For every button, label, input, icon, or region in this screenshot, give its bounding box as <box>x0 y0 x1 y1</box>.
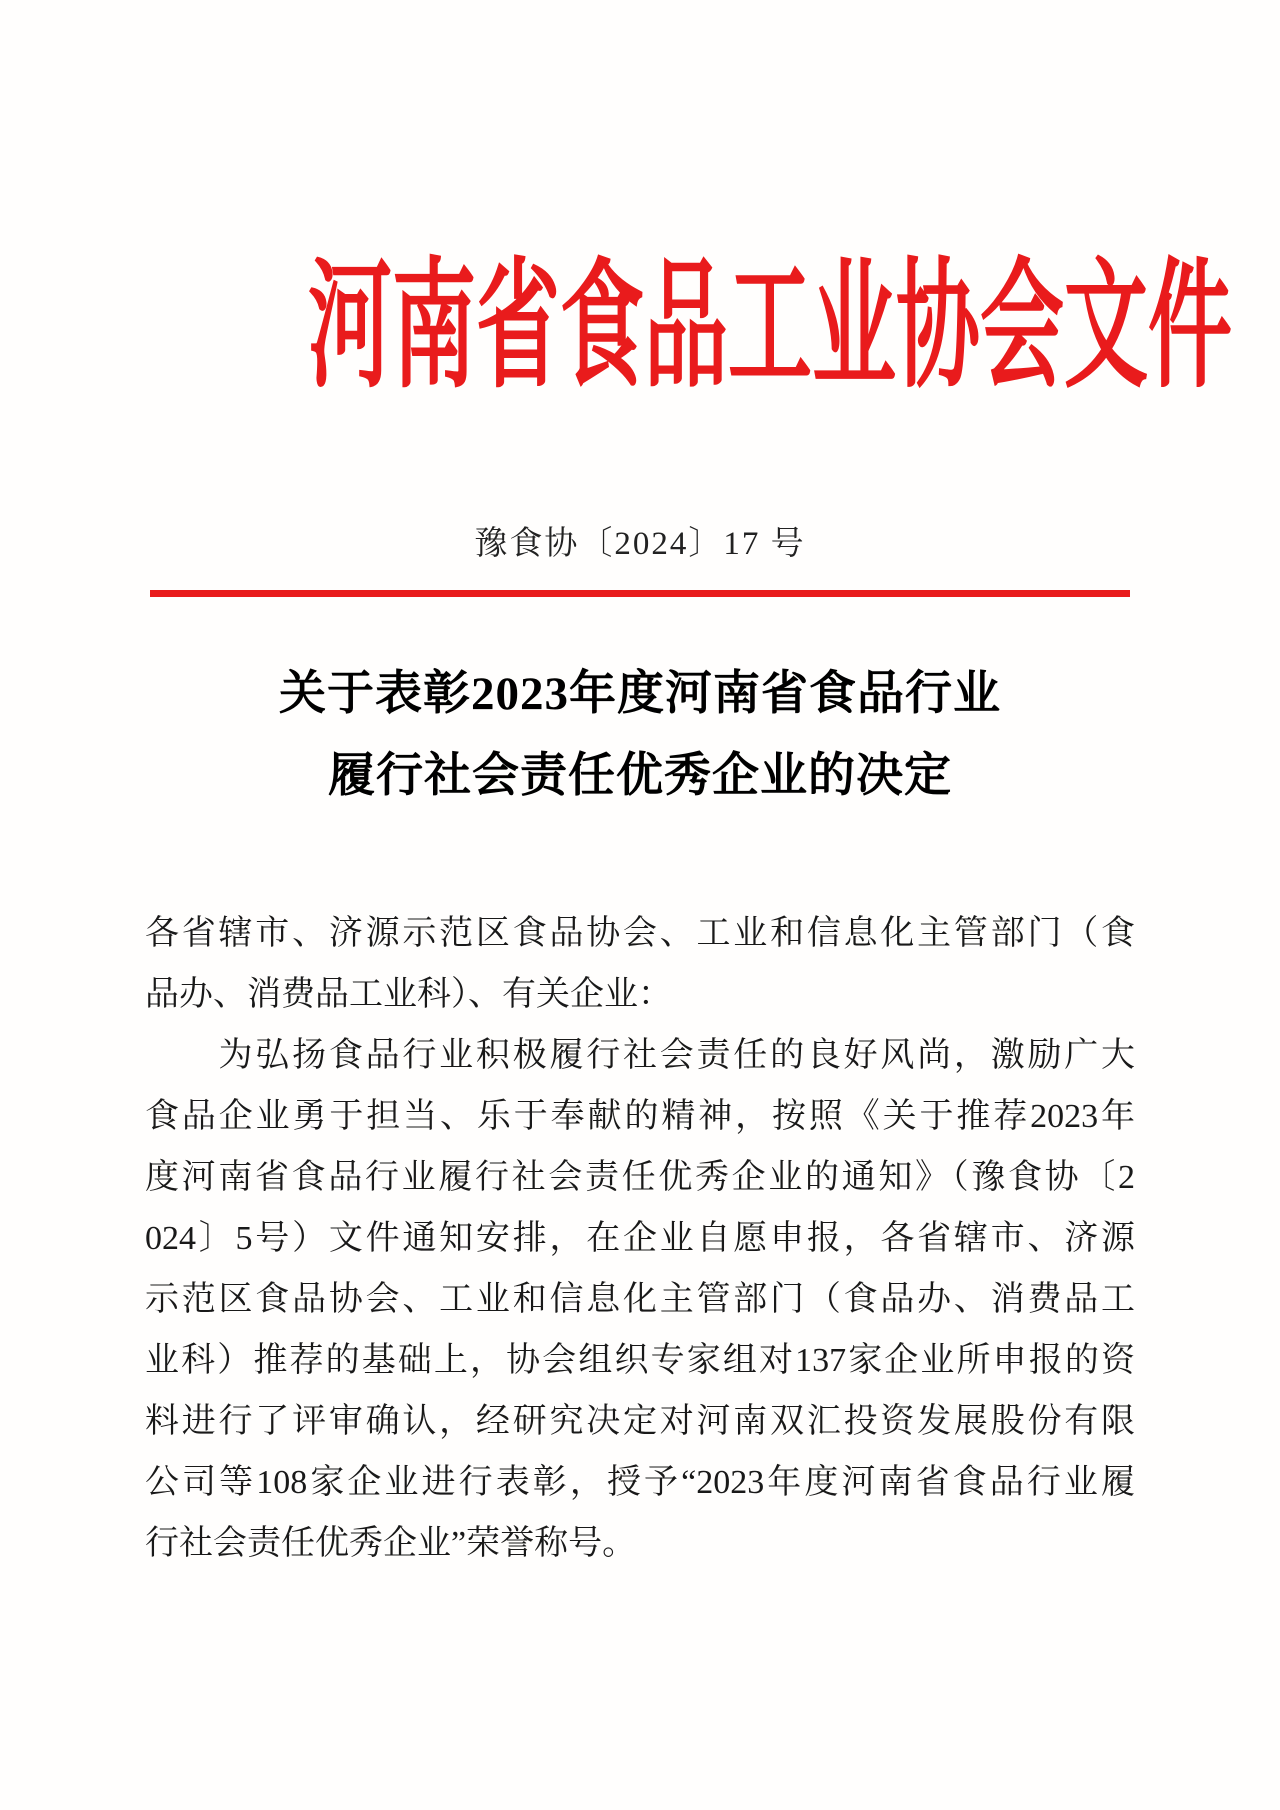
association-masthead-title: 河南省食品工业协会文件 <box>308 250 1233 405</box>
body-line: 业科）推荐的基础上，协会组织专家组对137家企业所申报的资 <box>145 1342 1135 1379</box>
body-line: 料进行了评审确认，经研究决定对河南双汇投资发展股份有限 <box>145 1403 1135 1440</box>
body-line: 公司等108家企业进行表彰，授予“2023年度河南省食品行业履 <box>145 1464 1135 1501</box>
red-divider-rule <box>150 590 1130 597</box>
document-number: 豫食协〔2024〕17 号 <box>474 526 806 562</box>
body-line: 为弘扬食品行业积极履行社会责任的良好风尚，激励广大 <box>145 1037 1135 1074</box>
body-line: 各省辖市、济源示范区食品协会、工业和信息化主管部门（食 <box>145 915 1135 952</box>
body-line: 示范区食品协会、工业和信息化主管部门（食品办、消费品工 <box>145 1281 1135 1318</box>
body-line: 度河南省食品行业履行社会责任优秀企业的通知》（豫食协〔2 <box>145 1159 1135 1196</box>
document-title-line-2: 履行社会责任优秀企业的决定 <box>328 750 952 802</box>
body-text <box>145 903 1135 1574</box>
document-title-line-1: 关于表彰2023年度河南省食品行业 <box>279 668 1001 720</box>
body-line: 品办、消费品工业科）、有关企业： <box>145 976 672 1013</box>
body-line: 024〕5号）文件通知安排，在企业自愿申报，各省辖市、济源 <box>145 1220 1135 1257</box>
body-line: 食品企业勇于担当、乐于奉献的精神，按照《关于推荐2023年 <box>145 1098 1135 1135</box>
document-title <box>145 653 1135 817</box>
red-header <box>0 0 1280 408</box>
body-line: 行社会责任优秀企业”荣誉称号。 <box>145 1525 637 1562</box>
